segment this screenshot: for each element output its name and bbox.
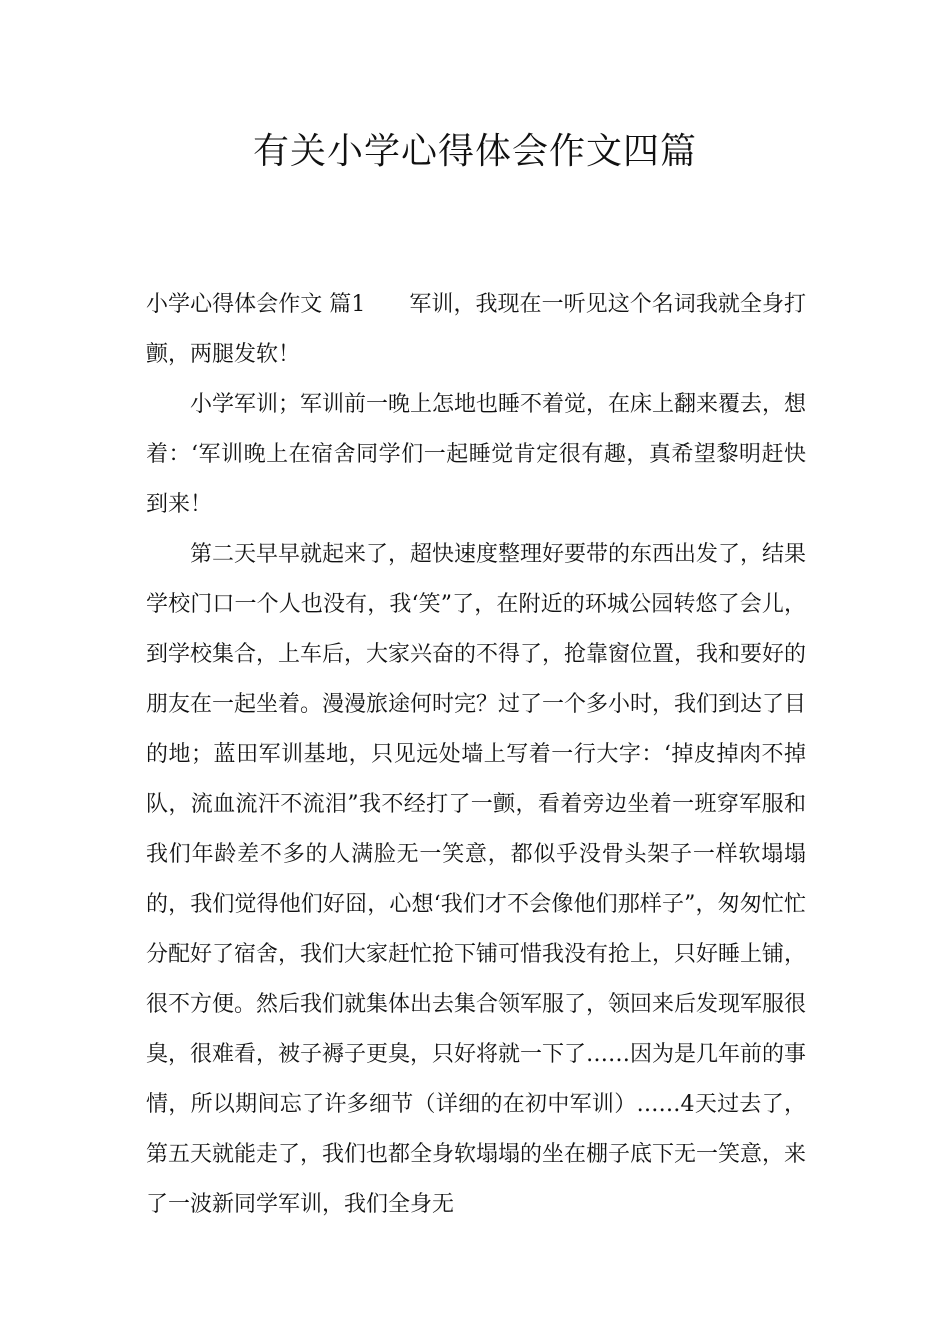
section-label: 小学心得体会作文 篇1 — [146, 292, 366, 317]
document-title: 有关小学心得体会作文四篇 — [252, 131, 697, 172]
paragraph-3: 第二天早早就起来了，超快速度整理好要带的东西出发了，结果学校门口一个人也没有，我‘笑”了，在附近的环城公园转悠了会儿，到学校集合，上车后，大家兴奋的不得了，抢靠窗位置，我和要好的朋友在一起坐着。漫漫旅途何时完？过了一个多小时，我们到达了目的地；蓝田军训基地，只见远处墙上写着一行大字：‘掉皮掉肉不掉队，流血流汗不流泪”我不经打了一颤，看着旁边坐着一班穿军服和我们年龄差不多的人满脸无一笑意，都似乎没骨头架子一样软塌塌的，我们觉得他们好囧，心想‘我们才不会像他们那样子”，匆匆忙忙分配好了宿舍，我们大家赶忙抢下铺可惜我没有抢上，只好睡上铺，很不方便。然后我们就集体出去集合领军服了，领回来后发现军服很臭，很难看，被子褥子更臭，只好将就一下了……因为是几年前的事情，所以期间忘了许多细节（详细的在初中军训）……4天过去了，第五天就能走了，我们也都全身软塌塌的坐在棚子底下无一笑意，来了一波新同学军训，我们全身无 — [146, 542, 807, 1217]
paragraph-1-text: 军训，我现在一听见这个名词我就全身打颤，两腿发软！ — [146, 292, 806, 367]
paragraph-2: 小学军训；军训前一晚上怎地也睡不着觉，在床上翻来覆去，想着：‘军训晚上在宿舍同学们一起睡觉肯定很有趣，真希望黎明赶快到来！ — [146, 392, 807, 517]
document-body — [146, 280, 806, 1230]
paragraph-1 — [146, 280, 806, 380]
